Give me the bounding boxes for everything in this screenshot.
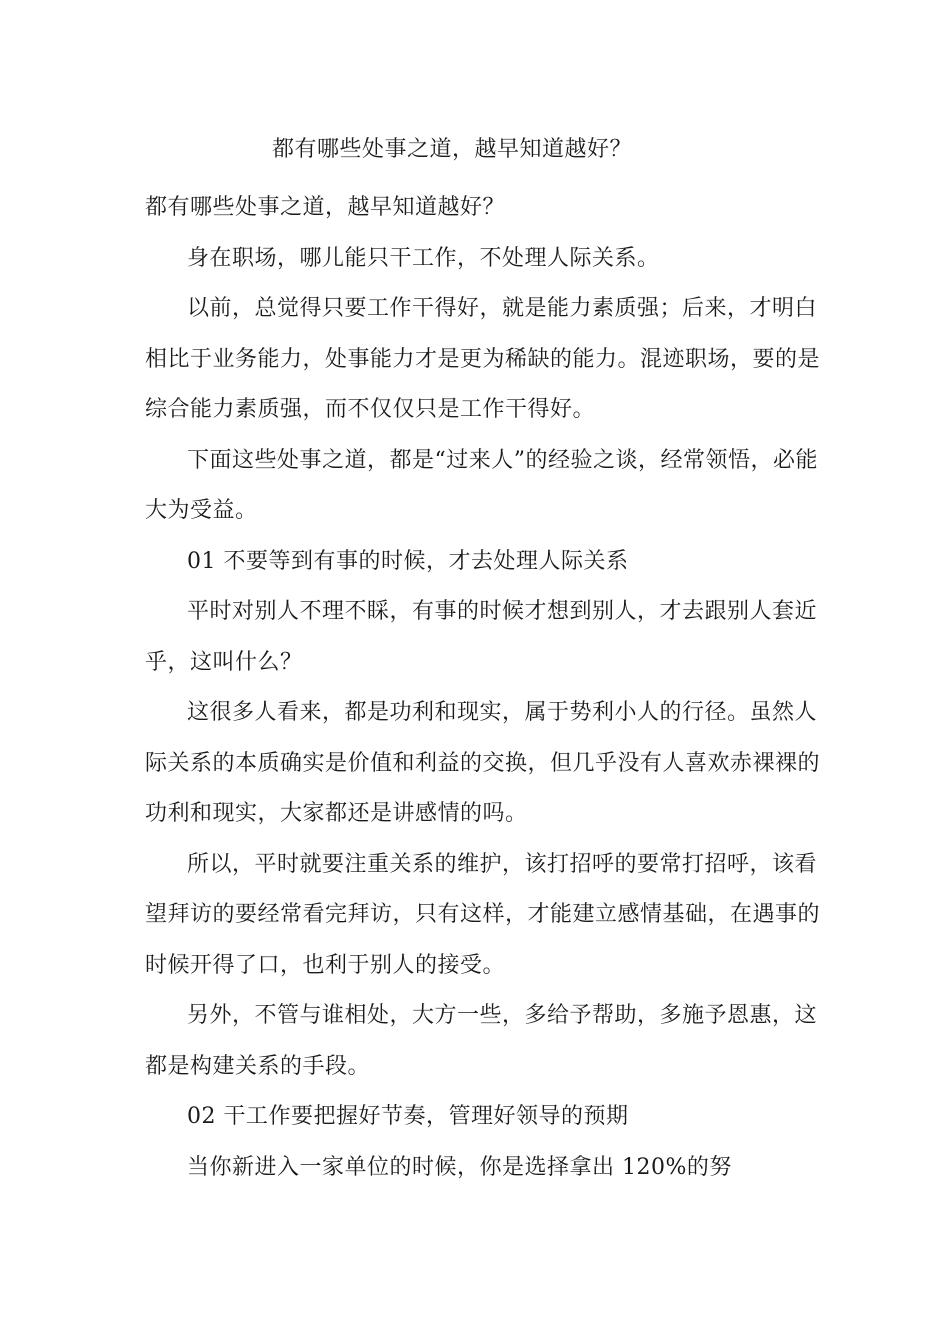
paragraph: 都有哪些处事之道，越早知道越好？ xyxy=(145,195,506,220)
paragraph: 以前，总觉得只要工作干得好，就是能力素质强；后来，才明白相比于业务能力，处事能力才是更为稀缺的能力。混迹职场，要的是综合能力素质强，而不仅仅只是工作干得好。 xyxy=(145,296,821,422)
document-body xyxy=(145,183,820,1193)
document-title: 都有哪些处事之道，越早知道越好？ xyxy=(272,137,633,162)
section-heading: 02 干工作要把握好节奏，管理好领导的预期 xyxy=(187,1104,629,1129)
paragraph: 这很多人看来，都是功利和现实，属于势利小人的行径。虽然人际关系的本质确实是价值和利益的交换，但几乎没有人喜欢赤裸裸的功利和现实，大家都还是讲感情的吗。 xyxy=(145,700,821,826)
paragraph: 所以，平时就要注重关系的维护，该打招呼的要常打招呼，该看望拜访的要经常看完拜访，只有这样，才能建立感情基础，在遇事的时候开得了口，也利于别人的接受。 xyxy=(145,851,821,978)
paragraph: 身在职场，哪儿能只干工作，不处理人际关系。 xyxy=(187,245,660,271)
paragraph: 下面这些处事之道，都是“过来人”的经验之谈，经常领悟，必能大为受益。 xyxy=(145,447,818,523)
section-heading: 01 不要等到有事的时候，才去处理人际关系 xyxy=(187,548,629,574)
paragraph: 另外，不管与谁相处，大方一些，多给予帮助，多施予恩惠，这都是构建关系的手段。 xyxy=(145,1003,818,1079)
paragraph: 当你新进入一家单位的时候，你是选择拿出 120%的努 xyxy=(187,1154,732,1180)
paragraph: 平时对别人不理不睬，有事的时候才想到别人，才去跟别人套近乎，这叫什么？ xyxy=(145,599,818,675)
